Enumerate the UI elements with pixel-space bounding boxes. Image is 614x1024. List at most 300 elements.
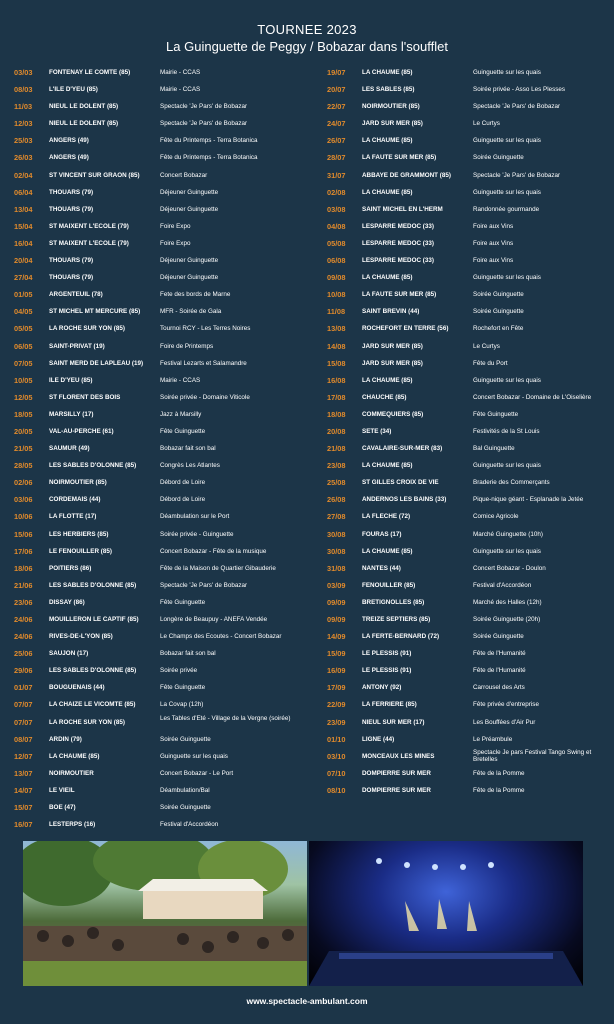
event-place: MOUILLERON LE CAPTIF (85) — [49, 616, 139, 623]
event-description: Fete des bords de Marne — [160, 291, 231, 299]
event-date: 23/06 — [14, 597, 33, 607]
event-place: COMMEQUIERS (85) — [362, 410, 424, 418]
event-date: 14/08 — [327, 341, 346, 351]
event-description: Foire Expo — [160, 222, 191, 230]
event-description: Guinguette sur les quais — [473, 376, 541, 384]
event-place: JARD SUR MER (85) — [362, 342, 423, 350]
event-date: 17/09 — [327, 683, 346, 693]
schedule-row — [327, 269, 607, 286]
event-place: NOIRMOUTIER (85) — [49, 479, 107, 487]
schedule-column-left — [14, 64, 314, 833]
schedule-row — [14, 184, 314, 201]
event-description: Soirée Guinguette — [473, 291, 524, 299]
event-description: Déambulation sur le Port — [160, 513, 230, 521]
event-date: 09/08 — [327, 273, 346, 283]
schedule-row — [14, 303, 314, 320]
event-description: Fête du Port — [473, 359, 508, 367]
schedule-row — [327, 748, 607, 765]
event-description: Randonnée gourmande — [473, 205, 540, 213]
schedule-row — [14, 389, 314, 406]
schedule-row — [327, 201, 607, 218]
schedule-row — [14, 577, 314, 594]
event-description: La Covap (12h) — [160, 701, 204, 709]
event-description: Déjeuner Guinguette — [160, 205, 219, 213]
event-date: 17/06 — [14, 546, 33, 556]
event-date: 24/07 — [327, 119, 346, 129]
schedule-row — [14, 406, 314, 423]
event-date: 26/07 — [327, 136, 346, 146]
event-description: Fête privée d'entreprise — [473, 701, 539, 709]
event-place: ANTONY (92) — [362, 684, 402, 692]
event-description: Fête Guinguette — [160, 427, 206, 435]
schedule-row — [14, 338, 314, 355]
event-place: LES SABLES D'OLONNE (85) — [49, 462, 137, 470]
event-description: Foire Expo — [160, 239, 191, 247]
event-description: Congrès Les Atlantes — [160, 462, 220, 470]
event-place: ANGERS (49) — [49, 154, 89, 162]
event-place: LES SABLES (85) — [362, 86, 415, 94]
event-description: Comice Agricole — [473, 513, 519, 521]
schedule-row — [14, 372, 314, 389]
schedule-row — [14, 64, 314, 81]
event-description: Rochefort en Fête — [473, 325, 524, 333]
event-description: Le Curtys — [473, 342, 500, 350]
event-place: POITIERS (86) — [49, 564, 92, 572]
event-description: Déjeuner Guinguette — [160, 257, 219, 265]
event-description: Jazz à Marsilly — [160, 410, 202, 418]
event-date: 31/07 — [327, 170, 346, 180]
event-date: 09/09 — [327, 597, 346, 607]
event-place: FONTENAY LE COMTE (85) — [49, 69, 131, 76]
event-description: Soirée Guinguette (20h) — [473, 616, 541, 623]
event-place: NOIRMOUTIER — [49, 769, 94, 777]
event-place: THOUARS (79) — [49, 205, 94, 213]
event-place: LESPARRE MEDOC (33) — [362, 222, 434, 230]
event-date: 03/03 — [14, 68, 33, 77]
schedule-row — [14, 115, 314, 132]
schedule-row — [14, 679, 314, 696]
schedule-row — [327, 286, 607, 303]
schedule-row — [14, 252, 314, 269]
event-place: LA FLECHE (72) — [362, 513, 411, 521]
event-place: CAVALAIRE-SUR-MER (83) — [362, 445, 443, 453]
schedule-row — [327, 440, 607, 457]
event-description: Soirée Guinguette — [160, 735, 211, 743]
event-date: 08/03 — [14, 85, 33, 95]
event-place: LA CHAUME (85) — [362, 547, 413, 555]
event-description: Fête Guinguette — [160, 598, 206, 606]
schedule-column-right — [327, 64, 607, 799]
event-description: Soirée Guinguette — [160, 804, 211, 812]
schedule-row — [327, 491, 607, 508]
event-description: Festival d'Accordéon — [473, 581, 532, 589]
schedule-row — [327, 184, 607, 201]
event-place: SAUJON (17) — [49, 650, 89, 658]
schedule-row — [327, 406, 607, 423]
event-place: LES SABLES D'OLONNE (85) — [49, 581, 137, 589]
event-date: 12/07 — [14, 751, 33, 761]
schedule-row — [14, 98, 314, 115]
event-place: LA CHAUME (85) — [362, 69, 413, 76]
schedule-row — [14, 611, 314, 628]
event-description: Mairie - CCAS — [160, 69, 201, 76]
event-date: 18/08 — [327, 409, 346, 419]
event-place: SAINT BREVIN (44) — [362, 308, 420, 316]
event-date: 24/06 — [14, 632, 33, 642]
schedule-row — [327, 628, 607, 645]
event-date: 15/07 — [14, 803, 33, 813]
event-place: LA CHAUME (85) — [362, 137, 413, 145]
event-date: 22/09 — [327, 700, 346, 710]
event-place: LA CHAUME (85) — [362, 462, 413, 470]
event-description: Spectacle 'Je Pars' de Bobazar — [160, 103, 248, 111]
event-date: 26/08 — [327, 495, 346, 505]
schedule-row — [14, 628, 314, 645]
event-description: Foire aux Vins — [473, 222, 514, 230]
schedule-row — [14, 748, 314, 765]
event-description: Concert Bobazar - Le Port — [160, 769, 234, 777]
event-place: SAINT-PRIVAT (19) — [49, 342, 105, 350]
event-date: 12/05 — [14, 392, 33, 402]
event-date: 21/05 — [14, 444, 33, 454]
event-date: 27/08 — [327, 512, 346, 522]
event-date: 07/10 — [327, 768, 346, 778]
event-description: Fête de la Pomme — [473, 769, 525, 777]
event-description: Longère de Beaupuy - ANEFA Vendée — [160, 616, 268, 623]
event-description: Guinguette sur les quais — [160, 752, 228, 760]
schedule-row — [327, 679, 607, 696]
event-date: 20/05 — [14, 426, 33, 436]
event-date: 08/10 — [327, 785, 346, 795]
schedule-row — [327, 423, 607, 440]
event-place: ROCHEFORT EN TERRE (56) — [362, 325, 449, 333]
event-place: LE PLESSIS (91) — [362, 667, 412, 675]
event-description: Concert Bobazar — [160, 171, 208, 179]
event-date: 18/05 — [14, 409, 33, 419]
event-date: 16/09 — [327, 666, 346, 676]
schedule-row — [14, 355, 314, 372]
schedule-row — [327, 64, 607, 81]
event-date: 03/10 — [327, 751, 346, 761]
schedule-row — [327, 782, 607, 799]
event-place: RIVES-DE-L'YON (85) — [49, 633, 113, 641]
event-date: 07/05 — [14, 358, 33, 368]
schedule-row — [14, 560, 314, 577]
schedule-row — [14, 508, 314, 525]
event-place: SAUMUR (49) — [49, 445, 90, 453]
event-description: Fête du Printemps - Terra Botanica — [160, 137, 258, 145]
event-description: Soirée Guinguette — [473, 633, 524, 641]
schedule-row — [327, 611, 607, 628]
schedule-row — [14, 526, 314, 543]
event-date: 10/05 — [14, 375, 33, 385]
event-description: Fête Guinguette — [473, 410, 519, 418]
event-place: LA CHAUME (85) — [362, 274, 413, 282]
event-date: 03/08 — [327, 204, 346, 214]
schedule-row — [14, 782, 314, 799]
event-date: 13/07 — [14, 768, 33, 778]
guinguette-crowd-photo — [23, 841, 307, 986]
event-description: Spectacle 'Je Pars' de Bobazar — [160, 120, 248, 128]
event-place: ST MICHEL MT MERCURE (85) — [49, 308, 141, 316]
schedule-row — [327, 645, 607, 662]
schedule-row — [327, 474, 607, 491]
event-date: 24/06 — [14, 615, 33, 624]
event-description: Guinguette sur les quais — [473, 137, 541, 145]
event-date: 10/08 — [327, 290, 346, 300]
schedule-row — [327, 714, 607, 731]
event-place: NIEUL LE DOLENT (85) — [49, 120, 119, 128]
event-date: 10/06 — [14, 512, 33, 522]
page-header — [0, 22, 614, 55]
event-date: 20/07 — [327, 85, 346, 95]
event-date: 15/04 — [14, 221, 33, 231]
event-date: 14/07 — [14, 785, 33, 795]
event-date: 22/07 — [327, 102, 346, 112]
event-date: 25/08 — [327, 478, 346, 488]
event-date: 29/06 — [14, 666, 33, 676]
event-place: LA CHAUME (85) — [49, 752, 100, 760]
event-description: Festival d'Accordéon — [160, 821, 219, 829]
schedule-row — [327, 543, 607, 560]
event-place: VAL-AU-PERCHE (61) — [49, 427, 114, 435]
event-place: LESTERPS (16) — [49, 821, 96, 829]
event-description: Déambulation/Bal — [160, 786, 210, 794]
schedule-row — [14, 662, 314, 679]
event-description: Les Bouffées d'Air Pur — [473, 718, 536, 726]
event-description: Tournoi RCY - Les Terres Noires — [160, 325, 251, 333]
event-place: LESPARRE MEDOC (33) — [362, 239, 434, 247]
schedule-row — [14, 696, 314, 713]
event-place: BOUGUENAIS (44) — [49, 684, 105, 692]
schedule-row — [14, 594, 314, 611]
event-date: 01/05 — [14, 290, 33, 300]
event-date: 19/07 — [327, 68, 346, 77]
event-description: MFR - Soirée de Gala — [160, 308, 222, 316]
event-date: 30/08 — [327, 546, 346, 556]
event-place: ST MAIXENT L'ECOLE (79) — [49, 239, 129, 247]
schedule-row — [14, 201, 314, 218]
event-date: 02/08 — [327, 187, 346, 197]
schedule-row — [327, 577, 607, 594]
schedule-row — [327, 560, 607, 577]
schedule-row — [14, 320, 314, 337]
event-description: Fête de la Pomme — [473, 786, 525, 794]
event-date: 27/04 — [14, 273, 33, 283]
event-description: Soirée Guinguette — [473, 154, 524, 162]
event-description: Concert Bobazar - Fête de la musique — [160, 547, 267, 555]
event-place: NIEUL LE DOLENT (85) — [49, 103, 119, 111]
event-place: BOE (47) — [49, 804, 76, 812]
event-description: Déjeuner Guinguette — [160, 274, 219, 282]
schedule-row — [14, 149, 314, 166]
event-place: LA FLOTTE (17) — [49, 513, 97, 521]
event-description: Mairie - CCAS — [160, 86, 201, 94]
event-date: 06/04 — [14, 187, 33, 197]
event-date: 26/03 — [14, 153, 33, 163]
event-date: 21/08 — [327, 444, 346, 454]
schedule-row — [14, 491, 314, 508]
event-place: JARD SUR MER (85) — [362, 120, 423, 128]
event-place: LE PLESSIS (91) — [362, 650, 412, 658]
event-date: 07/07 — [14, 717, 33, 727]
schedule-row — [327, 765, 607, 782]
event-description: Spectacle 'Je Pars' de Bobazar — [473, 171, 561, 179]
schedule-row — [327, 594, 607, 611]
event-place: CORDEMAIS (44) — [49, 496, 101, 504]
event-place: L'ILE D'YEU (85) — [49, 86, 98, 94]
event-place: SETE (34) — [362, 427, 392, 435]
event-place: LA CHAUME (85) — [362, 188, 413, 196]
event-description: Fête Guinguette — [160, 684, 206, 692]
event-description: Marché des Halles (12h) — [473, 598, 542, 606]
event-place: ANDERNOS LES BAINS (33) — [362, 496, 447, 504]
event-description: Guinguette sur les quais — [473, 274, 541, 282]
website-url: www.spectacle-ambulant.com — [246, 996, 368, 1006]
schedule-row — [14, 440, 314, 457]
event-description: Soirée Guinguette — [473, 308, 524, 316]
event-date: 15/08 — [327, 358, 346, 368]
event-place: LES SABLES D'OLONNE (85) — [49, 667, 137, 675]
schedule-row — [14, 132, 314, 149]
schedule-row — [14, 269, 314, 286]
stage-illustration — [309, 841, 583, 986]
event-date: 13/04 — [14, 204, 33, 214]
schedule-row — [327, 320, 607, 337]
event-place: NOIRMOUTIER (85) — [362, 103, 420, 111]
schedule-row — [327, 662, 607, 679]
schedule-row — [327, 457, 607, 474]
schedule-row — [327, 81, 607, 98]
event-place: JARD SUR MER (85) — [362, 359, 423, 367]
event-date: 12/03 — [14, 119, 33, 129]
event-date: 20/08 — [327, 426, 346, 436]
event-description: Le Champs des Ecoutes - Concert Bobazar — [160, 633, 282, 641]
event-description: Spectacle 'Je Pars' de Bobazar — [473, 103, 561, 111]
schedule-row — [14, 645, 314, 662]
schedule-row — [327, 389, 607, 406]
event-place: DOMPIERRE SUR MER — [362, 786, 431, 794]
schedule-row — [14, 235, 314, 252]
event-date: 13/08 — [327, 324, 346, 334]
event-date: 11/03 — [14, 102, 33, 112]
event-description: Pique-nique géant - Esplanade la Jetée — [473, 496, 584, 504]
event-description: Spectacle 'Je Pars' de Bobazar — [160, 581, 248, 589]
event-place: LE VIEIL — [49, 786, 75, 794]
schedule-row — [327, 508, 607, 525]
event-date: 21/06 — [14, 580, 33, 590]
event-place: TREIZE SEPTIERS (85) — [362, 616, 431, 623]
event-date: 30/08 — [327, 529, 346, 539]
event-place: DOMPIERRE SUR MER — [362, 769, 431, 777]
event-place: SAINT MERD DE LAPLEAU (19) — [49, 359, 144, 367]
event-place: ARGENTEUIL (78) — [49, 291, 103, 299]
event-place: LA CHAUME (85) — [362, 376, 413, 384]
schedule-row — [327, 731, 607, 748]
event-place: LA FERTE-BERNARD (72) — [362, 633, 440, 641]
schedule-row — [14, 731, 314, 748]
event-date: 07/07 — [14, 700, 33, 710]
event-place: LA FAUTE SUR MER (85) — [362, 291, 437, 299]
event-date: 18/06 — [14, 563, 33, 573]
event-place: ARDIN (79) — [49, 735, 82, 743]
event-date: 04/05 — [14, 307, 33, 317]
schedule-row — [327, 355, 607, 372]
event-place: ILE D'YEU (85) — [49, 376, 93, 384]
schedule-row — [327, 252, 607, 269]
event-date: 23/08 — [327, 461, 346, 471]
event-description: Guinguette sur les quais — [473, 188, 541, 196]
event-date: 04/08 — [327, 221, 346, 231]
event-date: 06/05 — [14, 341, 33, 351]
event-place: NANTES (44) — [362, 564, 401, 572]
event-description: Le Préambule — [473, 735, 513, 743]
schedule-row — [14, 765, 314, 782]
event-date: 23/09 — [327, 717, 346, 727]
event-date: 28/05 — [14, 461, 33, 471]
schedule-row — [14, 423, 314, 440]
event-place: CHAUCHE (85) — [362, 393, 407, 401]
event-description: Fête de l'Humanité — [473, 650, 526, 658]
schedule-row — [327, 526, 607, 543]
event-date: 15/09 — [327, 649, 346, 659]
event-date: 02/06 — [14, 478, 33, 488]
event-description: Fête du Printemps - Terra Botanica — [160, 154, 258, 162]
event-date: 20/04 — [14, 256, 33, 266]
event-date: 09/09 — [327, 615, 346, 624]
event-date: 03/06 — [14, 495, 33, 505]
event-date: 15/06 — [14, 529, 33, 539]
event-place: LA ROCHE SUR YON (85) — [49, 325, 125, 333]
schedule-row — [327, 98, 607, 115]
event-description: Festival Lezarts et Salamandre — [160, 359, 247, 367]
event-date: 02/04 — [14, 170, 33, 180]
event-description: Déjeuner Guinguette — [160, 188, 219, 196]
schedule-row — [14, 816, 314, 833]
event-description: Guinguette sur les quais — [473, 69, 541, 76]
event-description: Concert Bobazar - Domaine de L'Oiselière — [473, 393, 592, 401]
event-place: LIGNE (44) — [362, 735, 395, 743]
event-place: ST FLORENT DES BOIS — [49, 393, 121, 401]
event-date: 01/10 — [327, 734, 346, 744]
schedule-row — [14, 81, 314, 98]
event-place: LA FAUTE SUR MER (85) — [362, 154, 437, 162]
event-date: 31/08 — [327, 563, 346, 573]
event-description: Carrousel des Arts — [473, 684, 525, 692]
schedule-row — [327, 218, 607, 235]
event-date: 08/07 — [14, 734, 33, 744]
event-description: Spectacle Je pars Festival Tango Swing et Bretelles — [473, 748, 592, 764]
event-description: Débord de Loire — [160, 479, 206, 487]
event-description: Fête de l'Humanité — [473, 667, 526, 675]
event-place: BRETIGNOLLES (85) — [362, 598, 425, 606]
event-date: 16/08 — [327, 375, 346, 385]
event-description: Festivités de la St Louis — [473, 427, 540, 435]
event-place: NIEUL SUR MER (17) — [362, 718, 425, 726]
event-place: ST VINCENT SUR GRAON (85) — [49, 171, 140, 179]
schedule-row — [14, 714, 314, 731]
event-description: Foire aux Vins — [473, 257, 514, 265]
event-description: Soirée privée - Domaine Viticole — [160, 393, 250, 401]
schedule-row — [327, 338, 607, 355]
schedule-row — [327, 235, 607, 252]
stage-lights-photo — [309, 841, 583, 986]
event-date: 01/07 — [14, 683, 33, 693]
event-place: ST GILLES CROIX DE VIE — [362, 479, 439, 487]
event-place: FOURAS (17) — [362, 530, 402, 538]
event-description: Guinguette sur les quais — [473, 462, 541, 470]
schedule-row — [327, 303, 607, 320]
